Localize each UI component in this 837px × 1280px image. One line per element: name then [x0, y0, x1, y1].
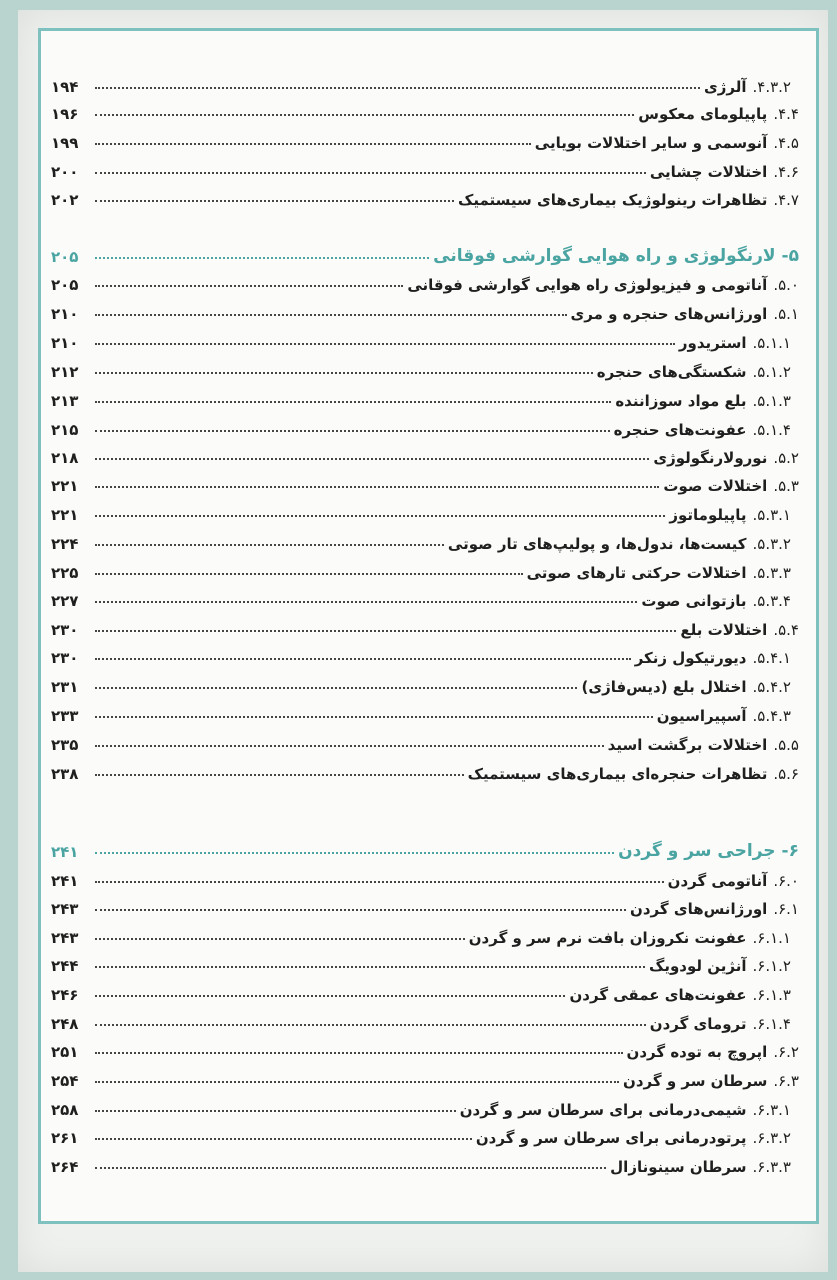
section-number: ۵.۳.۴. [752, 592, 791, 610]
section-number: ۴.۴. [773, 105, 799, 123]
dot-leader [95, 601, 637, 603]
section-title: عفونت نکروزان بافت نرم سر و گردن [468, 929, 747, 947]
toc-entry [51, 1117, 799, 1147]
page-number: ۲۱۰ [51, 305, 79, 323]
toc-entry [51, 351, 799, 381]
dot-leader [95, 573, 523, 575]
page-number: ۲۳۵ [51, 736, 79, 754]
dot-leader [95, 687, 577, 689]
section-number: ۵.۳.۱. [752, 506, 791, 524]
page-number: ۲۳۰ [51, 621, 79, 639]
section-title: نورولارنگولوژی [653, 449, 768, 467]
toc-entry [51, 1060, 799, 1090]
toc-entry [51, 380, 799, 410]
page-number: ۱۹۶ [51, 105, 79, 123]
section-number: ۶.۳.۳. [752, 1158, 791, 1176]
page-number: ۲۰۵ [51, 276, 79, 294]
toc-entry [51, 523, 799, 553]
section-title: اورژانس‌های گردن [630, 900, 768, 918]
dot-leader [95, 87, 700, 89]
toc-entry [51, 666, 799, 696]
page-number: ۲۳۱ [51, 678, 79, 696]
dot-leader [95, 257, 429, 259]
toc-entry [51, 437, 799, 467]
dot-leader [95, 1024, 646, 1026]
section-title: کیست‌ها، ندول‌ها، و پولیپ‌های تار صوتی [447, 535, 747, 553]
dot-leader [95, 658, 631, 660]
page-number: ۱۹۴ [51, 78, 79, 96]
section-number: ۵.۴.۳. [752, 707, 791, 725]
dot-leader [95, 486, 659, 488]
toc-frame [38, 28, 819, 1224]
section-title: اپروچ به توده گردن [626, 1043, 768, 1061]
section-title: تظاهرات رینولوژیک بیماری‌های سیستمیک [457, 191, 768, 209]
section-title: لارنگولوژی و راه هوایی گوارشی فوقانی [433, 246, 776, 266]
page-number: ۲۶۴ [51, 1158, 79, 1176]
section-title: سرطان سینونازال [610, 1158, 747, 1176]
dot-leader [95, 745, 604, 747]
section-title: اختلال بلع (دیس‌فاژی) [581, 678, 747, 696]
dot-leader [95, 1138, 472, 1140]
dot-leader [95, 1167, 606, 1169]
dot-leader [95, 544, 444, 546]
book-page [18, 10, 828, 1272]
dot-leader [95, 143, 531, 145]
page-number: ۲۱۲ [51, 363, 79, 381]
section-title: اختلالات برگشت اسید [607, 736, 768, 754]
page-number: ۲۳۸ [51, 765, 79, 783]
dot-leader [95, 966, 645, 968]
toc-entry [51, 409, 799, 439]
section-number: ۵.۱.۴. [752, 421, 791, 439]
page-number: ۲۳۳ [51, 707, 79, 725]
page-number: ۲۲۷ [51, 592, 79, 610]
page-number: ۲۴۶ [51, 986, 79, 1004]
page-number: ۲۱۳ [51, 392, 79, 410]
section-title: اختلالات چشایی [649, 163, 768, 181]
toc-entry [51, 974, 799, 1004]
dot-leader [95, 938, 465, 940]
dot-leader [95, 515, 665, 517]
section-number: ۵.۰. [773, 276, 799, 294]
toc-chapter-heading [51, 236, 799, 266]
section-title: اختلالات بلع [680, 621, 768, 639]
dot-leader [95, 1081, 619, 1083]
page-number: ۱۹۹ [51, 134, 79, 152]
section-number: ۶.۳. [773, 1072, 799, 1090]
dot-leader [95, 1052, 623, 1054]
section-title: بازتوانی صوت [641, 592, 747, 610]
section-title: ترومای گردن [649, 1015, 747, 1033]
toc-entry [51, 860, 799, 890]
section-title: عفونت‌های عمقی گردن [569, 986, 747, 1004]
toc-entry [51, 151, 799, 181]
toc-entry [51, 945, 799, 975]
toc-entry [51, 753, 799, 783]
section-title: آنوسمی و سایر اختلالات بویایی [534, 134, 768, 152]
section-title: عفونت‌های حنجره [613, 421, 747, 439]
page-number: ۲۵۸ [51, 1101, 79, 1119]
dot-leader [95, 774, 464, 776]
section-number: ۵.۱.۲. [752, 363, 791, 381]
dot-leader [95, 1110, 456, 1112]
page-number: ۲۴۳ [51, 929, 79, 947]
toc-entry [51, 293, 799, 323]
section-number: ۴.۷. [773, 191, 799, 209]
dot-leader [95, 430, 610, 432]
dot-leader [95, 314, 567, 316]
page-number: ۲۲۱ [51, 506, 79, 524]
section-title: تظاهرات حنجره‌ای بیماری‌های سیستمیک [467, 765, 768, 783]
toc-entry [51, 552, 799, 582]
section-number: ۶.۱.۴. [752, 1015, 791, 1033]
toc-entry [51, 122, 799, 152]
section-number: ۶.۲. [773, 1043, 799, 1061]
page-number: ۲۱۸ [51, 449, 79, 467]
toc-entry [51, 609, 799, 639]
section-number: ۶.۳.۲. [752, 1129, 791, 1147]
section-number: ۵.۲. [773, 449, 799, 467]
page-number: ۲۴۸ [51, 1015, 79, 1033]
page-number: ۲۴۱ [51, 872, 79, 890]
toc-entry [51, 637, 799, 667]
dot-leader [95, 114, 634, 116]
page-number: ۲۲۵ [51, 564, 79, 582]
section-number: ۴.۵. [773, 134, 799, 152]
section-number: ۴.۶. [773, 163, 799, 181]
section-title: اختلالات صوت [663, 477, 768, 495]
section-title: آسپیراسیون [656, 707, 747, 725]
section-number: ۵.۱.۱. [752, 334, 791, 352]
section-title: بلع مواد سوزاننده [615, 392, 747, 410]
section-number: ۵.۵. [773, 736, 799, 754]
page-number: ۲۵۱ [51, 1043, 79, 1061]
dot-leader [95, 172, 646, 174]
toc-entry [51, 1089, 799, 1119]
section-title: شکستگی‌های حنجره [596, 363, 747, 381]
section-title: اورژانس‌های حنجره و مری [570, 305, 768, 323]
section-number: ۵.۱. [773, 305, 799, 323]
dot-leader [95, 852, 614, 854]
section-title: سرطان سر و گردن [623, 1072, 768, 1090]
page-number: ۲۲۱ [51, 477, 79, 495]
toc-entry [51, 322, 799, 352]
dot-leader [95, 285, 403, 287]
dot-leader [95, 401, 611, 403]
section-number: ۵.۳.۲. [752, 535, 791, 553]
section-number: ۶.۳.۱. [752, 1101, 791, 1119]
page-number: ۲۵۴ [51, 1072, 79, 1090]
section-title: استریدور [678, 334, 747, 352]
section-number: ۶.۱.۳. [752, 986, 791, 1004]
dot-leader [95, 200, 454, 202]
dot-leader [95, 716, 653, 718]
page-number: ۲۱۰ [51, 334, 79, 352]
section-title: پرتودرمانی برای سرطان سر و گردن [475, 1129, 747, 1147]
page-number: ۲۴۳ [51, 900, 79, 918]
toc-entry [51, 66, 799, 96]
section-number: ۶- [781, 841, 799, 861]
dot-leader [95, 909, 626, 911]
section-number: ۵.۴.۲. [752, 678, 791, 696]
section-title: آنژین لودویگ [648, 957, 747, 975]
section-number: ۵- [781, 246, 799, 266]
section-number: ۶.۱. [773, 900, 799, 918]
page-number: ۲۰۲ [51, 191, 79, 209]
section-title: دیورتیکول زنکر [634, 649, 747, 667]
toc-entry [51, 465, 799, 495]
section-title: آناتومی گردن [667, 872, 768, 890]
section-number: ۵.۴. [773, 621, 799, 639]
dot-leader [95, 630, 676, 632]
section-title: پاپیلومای معکوس [638, 105, 768, 123]
section-number: ۵.۶. [773, 765, 799, 783]
table-of-contents [41, 31, 816, 1221]
toc-entry [51, 580, 799, 610]
page-number: ۲۰۵ [51, 248, 79, 266]
toc-entry [51, 1146, 799, 1176]
page-number: ۲۴۴ [51, 957, 79, 975]
section-number: ۵.۳.۳. [752, 564, 791, 582]
page-number: ۲۳۰ [51, 649, 79, 667]
toc-entry [51, 264, 799, 294]
toc-entry [51, 1031, 799, 1061]
section-title: پاپیلوماتوز [669, 506, 747, 524]
toc-chapter-heading [51, 831, 799, 861]
dot-leader [95, 343, 675, 345]
section-number: ۶.۱.۲. [752, 957, 791, 975]
section-number: ۵.۳. [773, 477, 799, 495]
page-number: ۲۴۱ [51, 843, 79, 861]
section-number: ۶.۰. [773, 872, 799, 890]
toc-entry [51, 888, 799, 918]
section-number: ۵.۴.۱. [752, 649, 791, 667]
toc-entry [51, 695, 799, 725]
page-number: ۲۶۱ [51, 1129, 79, 1147]
section-title: شیمی‌درمانی برای سرطان سر و گردن [459, 1101, 747, 1119]
page-number: ۲۰۰ [51, 163, 79, 181]
section-title: آناتومی و فیزیولوژی راه هوایی گوارشی فوقانی [407, 276, 768, 294]
toc-entry [51, 1003, 799, 1033]
dot-leader [95, 458, 649, 460]
dot-leader [95, 881, 664, 883]
section-title: آلرژی [704, 78, 747, 96]
section-number: ۶.۱.۱. [752, 929, 791, 947]
page-number: ۲۲۴ [51, 535, 79, 553]
page-number: ۲۱۵ [51, 421, 79, 439]
dot-leader [95, 372, 593, 374]
section-number: ۴.۳.۲. [752, 78, 791, 96]
section-number: ۵.۱.۳. [752, 392, 791, 410]
section-title: جراحی سر و گردن [618, 841, 776, 861]
toc-entry [51, 93, 799, 123]
toc-entry [51, 179, 799, 209]
toc-entry [51, 917, 799, 947]
section-title: اختلالات حرکتی تارهای صوتی [526, 564, 747, 582]
toc-entry [51, 494, 799, 524]
dot-leader [95, 995, 565, 997]
toc-entry [51, 724, 799, 754]
